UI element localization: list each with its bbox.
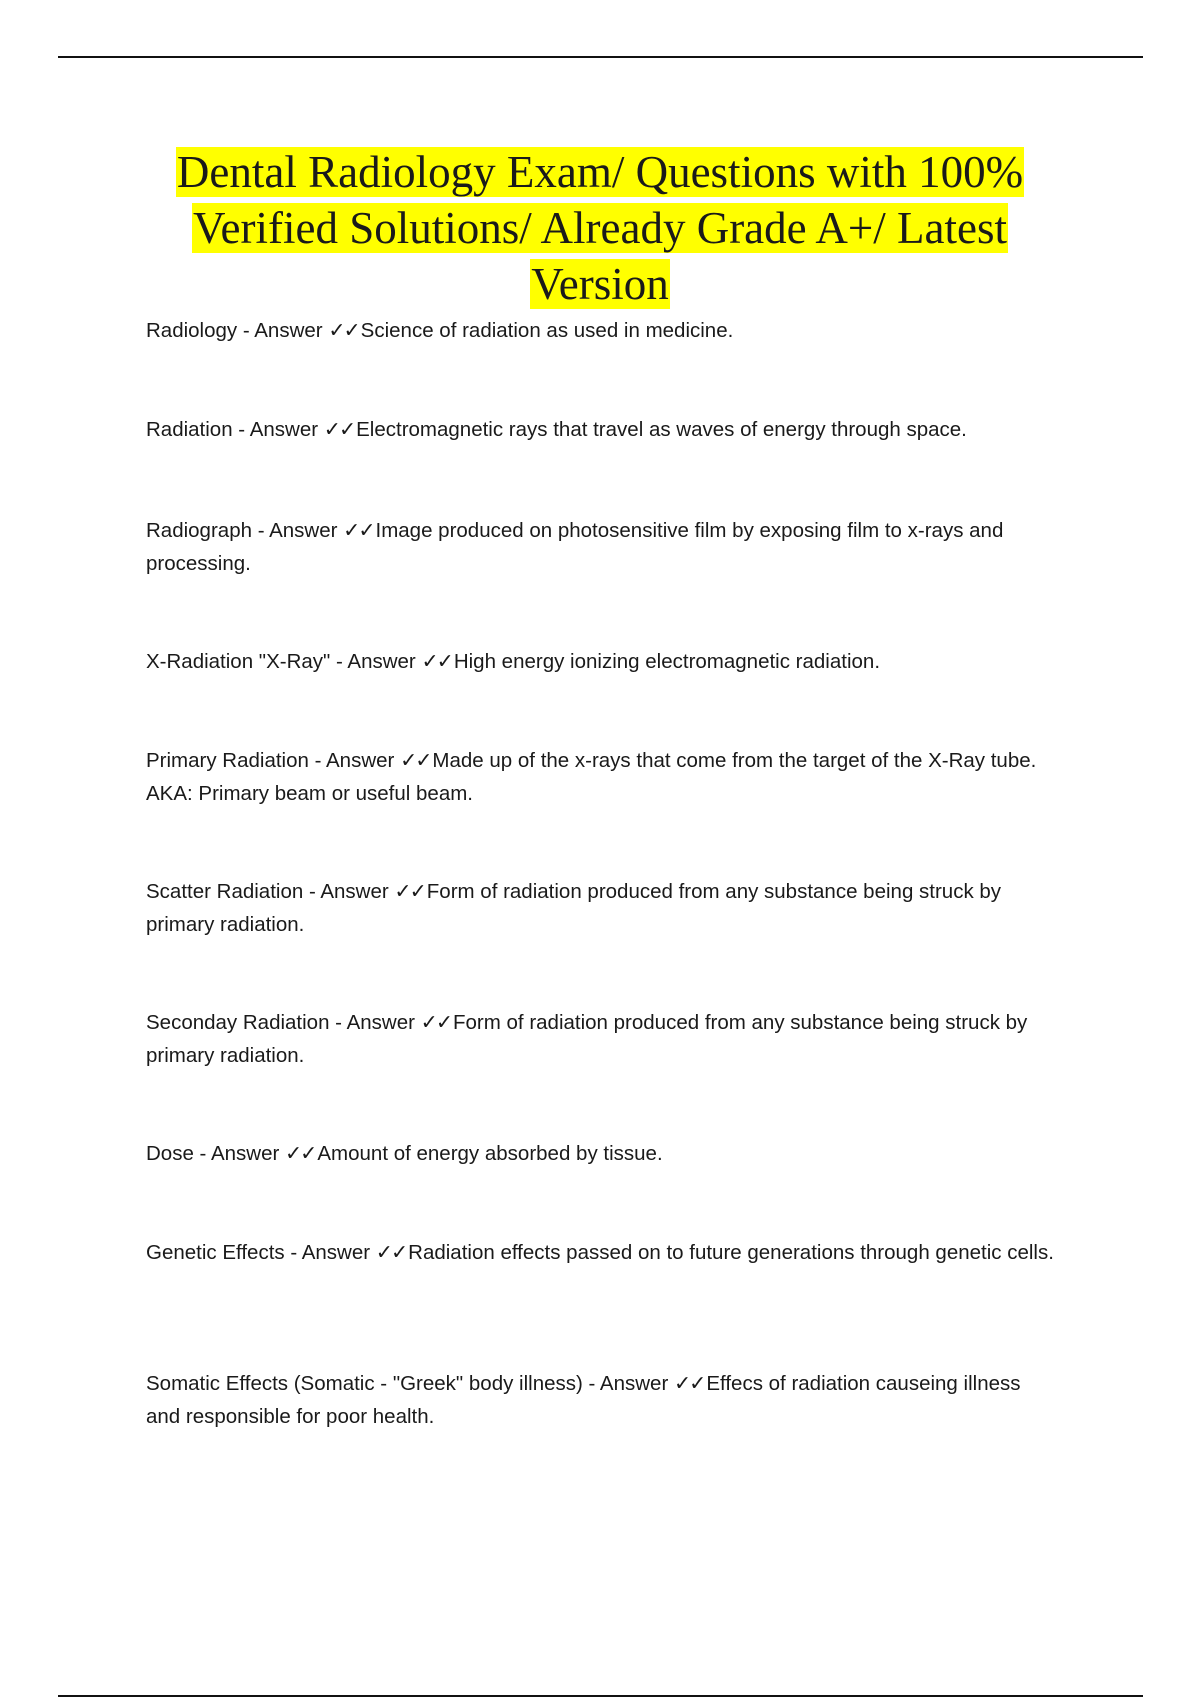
checkmark-icon: ✓✓ (394, 880, 425, 903)
header-rule (58, 56, 1143, 58)
entry-definition: Radiation effects passed on to future generations through genetic cells. (408, 1241, 1054, 1264)
footer-rule (58, 1695, 1143, 1697)
qa-entry (146, 413, 1056, 446)
entry-definition: Electromagnetic rays that travel as waves of energy through space. (356, 418, 967, 441)
entry-term: X-Radiation "X-Ray" - Answer (146, 650, 422, 673)
entry-definition: Made up of the x-rays that come from the target of the X-Ray tube. AKA: Primary beam or useful beam. (146, 749, 1037, 805)
qa-entry (146, 1006, 1056, 1072)
document-title-text: Dental Radiology Exam/ Questions with 100% Verified Solutions/ Already Grade A+/ Latest Version (176, 147, 1024, 309)
checkmark-icon: ✓✓ (420, 1011, 451, 1034)
entry-definition: Amount of energy absorbed by tissue. (317, 1142, 663, 1165)
entry-term: Radiograph - Answer (146, 519, 344, 542)
entry-definition: Image produced on photosensitive film by exposing film to x-rays and processing. (146, 519, 1004, 575)
checkmark-icon: ✓✓ (328, 319, 359, 342)
entry-definition: Form of radiation produced from any substance being struck by primary radiation. (146, 880, 1002, 936)
entry-definition: Form of radiation produced from any substance being struck by primary radiation. (146, 1011, 1028, 1067)
qa-entry (146, 875, 1056, 941)
entry-term: Somatic Effects (Somatic - "Greek" body illness) - Answer (146, 1372, 674, 1395)
qa-entry (146, 744, 1056, 810)
entry-term: Primary Radiation - Answer (146, 749, 401, 772)
entry-term: Seconday Radiation - Answer (146, 1011, 421, 1034)
entry-definition: Science of radiation as used in medicine. (360, 319, 734, 342)
entry-term: Dose - Answer (146, 1142, 285, 1165)
checkmark-icon: ✓✓ (400, 749, 431, 772)
checkmark-icon: ✓✓ (674, 1372, 705, 1395)
qa-entry (146, 645, 1056, 678)
document-title (140, 144, 1060, 312)
entry-definition: Effecs of radiation causeing illness and responsible for poor health. (146, 1372, 1021, 1428)
entry-definition: High energy ionizing electromagnetic radiation. (453, 650, 881, 673)
qa-entry (146, 1367, 1056, 1433)
checkmark-icon: ✓✓ (343, 519, 374, 542)
checkmark-icon: ✓✓ (285, 1142, 316, 1165)
qa-entry (146, 514, 1056, 580)
qa-entry (146, 1236, 1056, 1269)
checkmark-icon: ✓✓ (421, 650, 452, 673)
entry-term: Genetic Effects - Answer (146, 1241, 376, 1264)
checkmark-icon: ✓✓ (323, 418, 355, 441)
qa-entry (146, 1137, 1056, 1170)
qa-entry (146, 314, 1056, 347)
entry-term: Radiology - Answer (146, 319, 329, 342)
entry-term: Radiation - Answer (146, 418, 324, 441)
entry-term: Scatter Radiation - Answer (146, 880, 395, 903)
checkmark-icon: ✓✓ (375, 1241, 407, 1264)
